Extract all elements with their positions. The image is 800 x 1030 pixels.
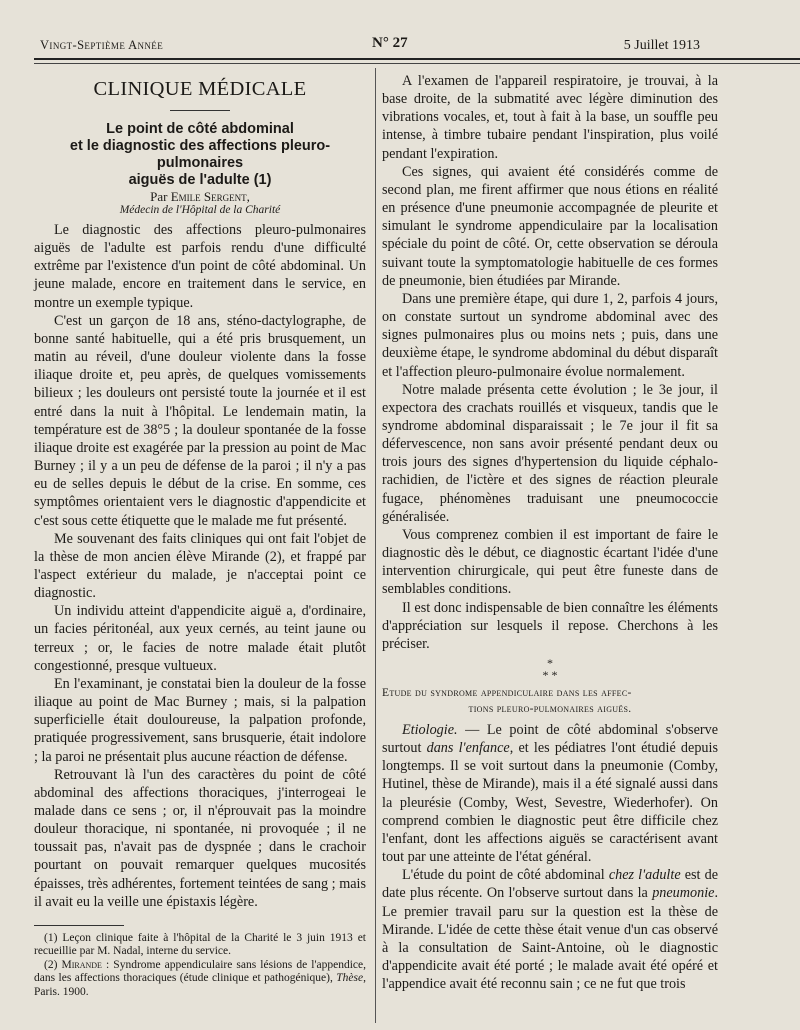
author-name: Emile Sergent, (170, 189, 250, 204)
etiology-text-a: — Le point de côté abdominal s'observe surtout (382, 722, 718, 757)
footnote-2-title: : Syndrome appendiculaire sans lésions de l'appendice, dans les affections thoraciques (étude clinique et pathogénique), (34, 958, 367, 985)
column-divider (375, 68, 376, 1023)
paragraph: Me souvenant des faits cliniques qui ont fait l'objet de la thèse de mon ancien élève Mirande (2), et frappé par l'aspect extérieur du malade, je n'acceptai point ce diagnostic. (34, 530, 366, 602)
adult-chez: chez l'adulte (608, 867, 681, 884)
adult-pneumonie: pneumonie (652, 885, 715, 902)
footnote-2 (34, 959, 366, 999)
subsection-heading (382, 685, 718, 717)
adult-text-a: L'étude du point de côté abdominal (402, 867, 609, 884)
footnote-2-these: Thèse (336, 972, 364, 985)
author-affiliation: Médecin de l'Hôpital de la Charité (119, 204, 281, 216)
footnote-2-author: Mirande (61, 958, 102, 971)
section-asterism: * * * (542, 656, 558, 682)
footnote-1: (1) Leçon clinique faite à l'hôpital de la Charité le 3 juin 1913 et recueillie par M. Nadal, interne du service. (34, 931, 366, 958)
page-header (34, 36, 700, 56)
adult-paragraph (382, 866, 718, 993)
footnote-2-end: , Paris. 1900. (34, 972, 366, 998)
footnote-2-number: (2) (44, 958, 62, 971)
paragraph: Un individu atteint d'appendicite aiguë a, d'ordinaire, un facies péritonéal, aux yeux cernés, au teint jaune ou terreux ; or, le facies de notre malade était plutôt congestionné, presque vultueux. (34, 603, 366, 674)
article-title-line-2: et le diagnostic des affections pleuro-pulmonaires (69, 138, 331, 171)
paragraph: Il est donc indispensable de bien connaître les éléments d'appréciation sur lesquels il repose. Cherchons à les préciser. (382, 599, 718, 652)
header-rule-thick (34, 58, 800, 60)
adult-text-b: est de date plus récente. On l'observe surtout dans la (382, 867, 718, 902)
header-date: 5 Juillet 1913 (623, 38, 700, 53)
author-byline (34, 190, 366, 204)
section-title: CLINIQUE MÉDICALE (93, 78, 307, 100)
header-issue-number: N° 27 (372, 35, 408, 51)
author-prefix: Par (150, 189, 168, 204)
footnote-divider (34, 925, 124, 926)
subsection-heading-line-1: Etude du syndrome appendiculaire dans les affec- (382, 687, 632, 699)
etiology-label: Etiologie. (402, 722, 458, 738)
article-title-line-3: aiguës de l'adulte (1) (128, 172, 272, 188)
paragraph: En l'examinant, je constatai bien la douleur de la fosse iliaque au point de Mac Burney ; mais, si la palpation superficielle était douloureuse, la palpation profonde, pratiquée progressivement, sans brusquerie, était indolore ; la paroi ne présentait plus aucune réaction de défense. (34, 675, 366, 765)
etiology-paragraph (382, 721, 718, 866)
right-column (382, 72, 718, 993)
paragraph: Vous comprenez combien il est important de faire le diagnostic dès le début, ce diagnostic écartant l'idée d'une intervention chirurgicale, qui peut être funeste dans de semblables conditions. (382, 526, 718, 598)
header-rule-thin (34, 63, 800, 64)
paragraph: C'est un garçon de 18 ans, sténo-dactylographe, de bonne santé habituelle, qui a été pris brusquement, un matin au réveil, d'une douleur violente dans la fosse iliaque droite et, peu après, de quelques vomissements bilieux ; les douleurs ont persisté toute la journée et il est entré dans la nuit à l'hôpital. Le lendemain matin, la température est de 38°5 ; la douleur spontanée de la fosse iliaque droite est exagérée par la pression au point de Mac Burney ; il y a un peu de défense de la paroi ; il n'y a pas eu de selles depuis le début de la crise. En somme, ces symptômes orientaient vers le diagnostic d'appendicite et c'est sous cette étiquette que le malade me fut présenté. (34, 312, 366, 529)
subsection-heading-line-2: tions pleuro-pulmonaires aiguës. (468, 703, 632, 715)
paragraph: Le diagnostic des affections pleuro-pulmonaires aiguës de l'adulte est parfois rendu d'une difficulté extrême par l'existence d'un point de côté abdominal. Un jeune malade, encore en traitement dans le service, en montre un exemple typique. (34, 222, 366, 311)
article-title (34, 121, 366, 189)
paragraph: Notre malade présenta cette évolution ; le 3e jour, il expectora des crachats rouillés et visqueux, tandis que le syndrome abdominal disparaissait ; le 7e jour il fit sa défervescence, non sans avoir présenté pendant deux ou trois jours des signes d'hypertension du liquide céphalo-rachidien, de l'ictère et des signes de réaction pleurale fugace, phénomènes traduisant une pneumococcie généralisée. (382, 381, 718, 525)
article-title-line-1: Le point de côté abdominal (106, 121, 294, 137)
paragraph: Ces signes, qui avaient été considérés comme de second plan, me firent affirmer que nous étions en réalité en présence d'une pneumonie accompagnée de pleurite et simulant le syndrome appendiculaire par la localisation spéciale du point de côté. Or, cette observation se déroula suivant toute la symptomatologie habituelle de ces formes de pneumonie, bien étudiées par Mirande. (382, 163, 718, 289)
header-volume: Vingt-Septième Année (40, 38, 164, 52)
title-divider (170, 110, 230, 111)
etiology-enfance: dans l'enfance (426, 740, 510, 757)
paragraph: Retrouvant là l'un des caractères du point de côté abdominal des affections thoraciques, j'interrogeai le malade dans ce sens ; or, il n'éprouvait pas la moindre douleur thoracique, ni spontanée, ni provoquée ; il ne toussait pas, n'avait pas de dyspnée ; dans le crachoir pourtant on pouvait remarquer quelques mucosités épaisses, très adhérentes, fortement teintées de sang ; mais il avait eu la veille une épistaxis légère. (34, 766, 366, 910)
adult-text-c: . Le premier travail paru sur la question est la thèse de Mirande. L'idée de cette thèse était venue d'un cas observé à la consultation de Saint-Antoine, où le diagnostic d'appendicite avait été porté ; le malade avait été opéré et l'appendice avait été reconnu sain ; ce ne fut que trois (382, 885, 718, 993)
left-column (34, 72, 366, 999)
paragraph: A l'examen de l'appareil respiratoire, je trouvai, à la base droite, de la submatité avec légère diminution des vibrations vocales, et, tout à fait à la base, un souffle peu intense, à timbre tubaire pendant l'inspiration, plus voilé pendant l'expiration. (382, 73, 718, 162)
paragraph: Dans une première étape, qui dure 1, 2, parfois 4 jours, on constate surtout un syndrome abdominal avec des signes pulmonaires plus ou moins nets ; puis, dans une deuxième étape, le syndrome abdominal du début disparaît et l'affection pleuro-pulmonaire évolue normalement. (382, 290, 718, 380)
etiology-text-b: , et les pédiatres l'ont étudié depuis longtemps. Il se voit surtout dans la pneumonie (Comby, Hutinel, thèse de Mirande), mais il a été signalé aussi dans la pleurésie (Comby, West, Sevestre, Wiederhofer). On comprend combien le diagnostic peut être difficile chez l'enfant, dont les affections aiguës se caractérisent avant tout par une atteinte de l'état général. (382, 740, 718, 866)
